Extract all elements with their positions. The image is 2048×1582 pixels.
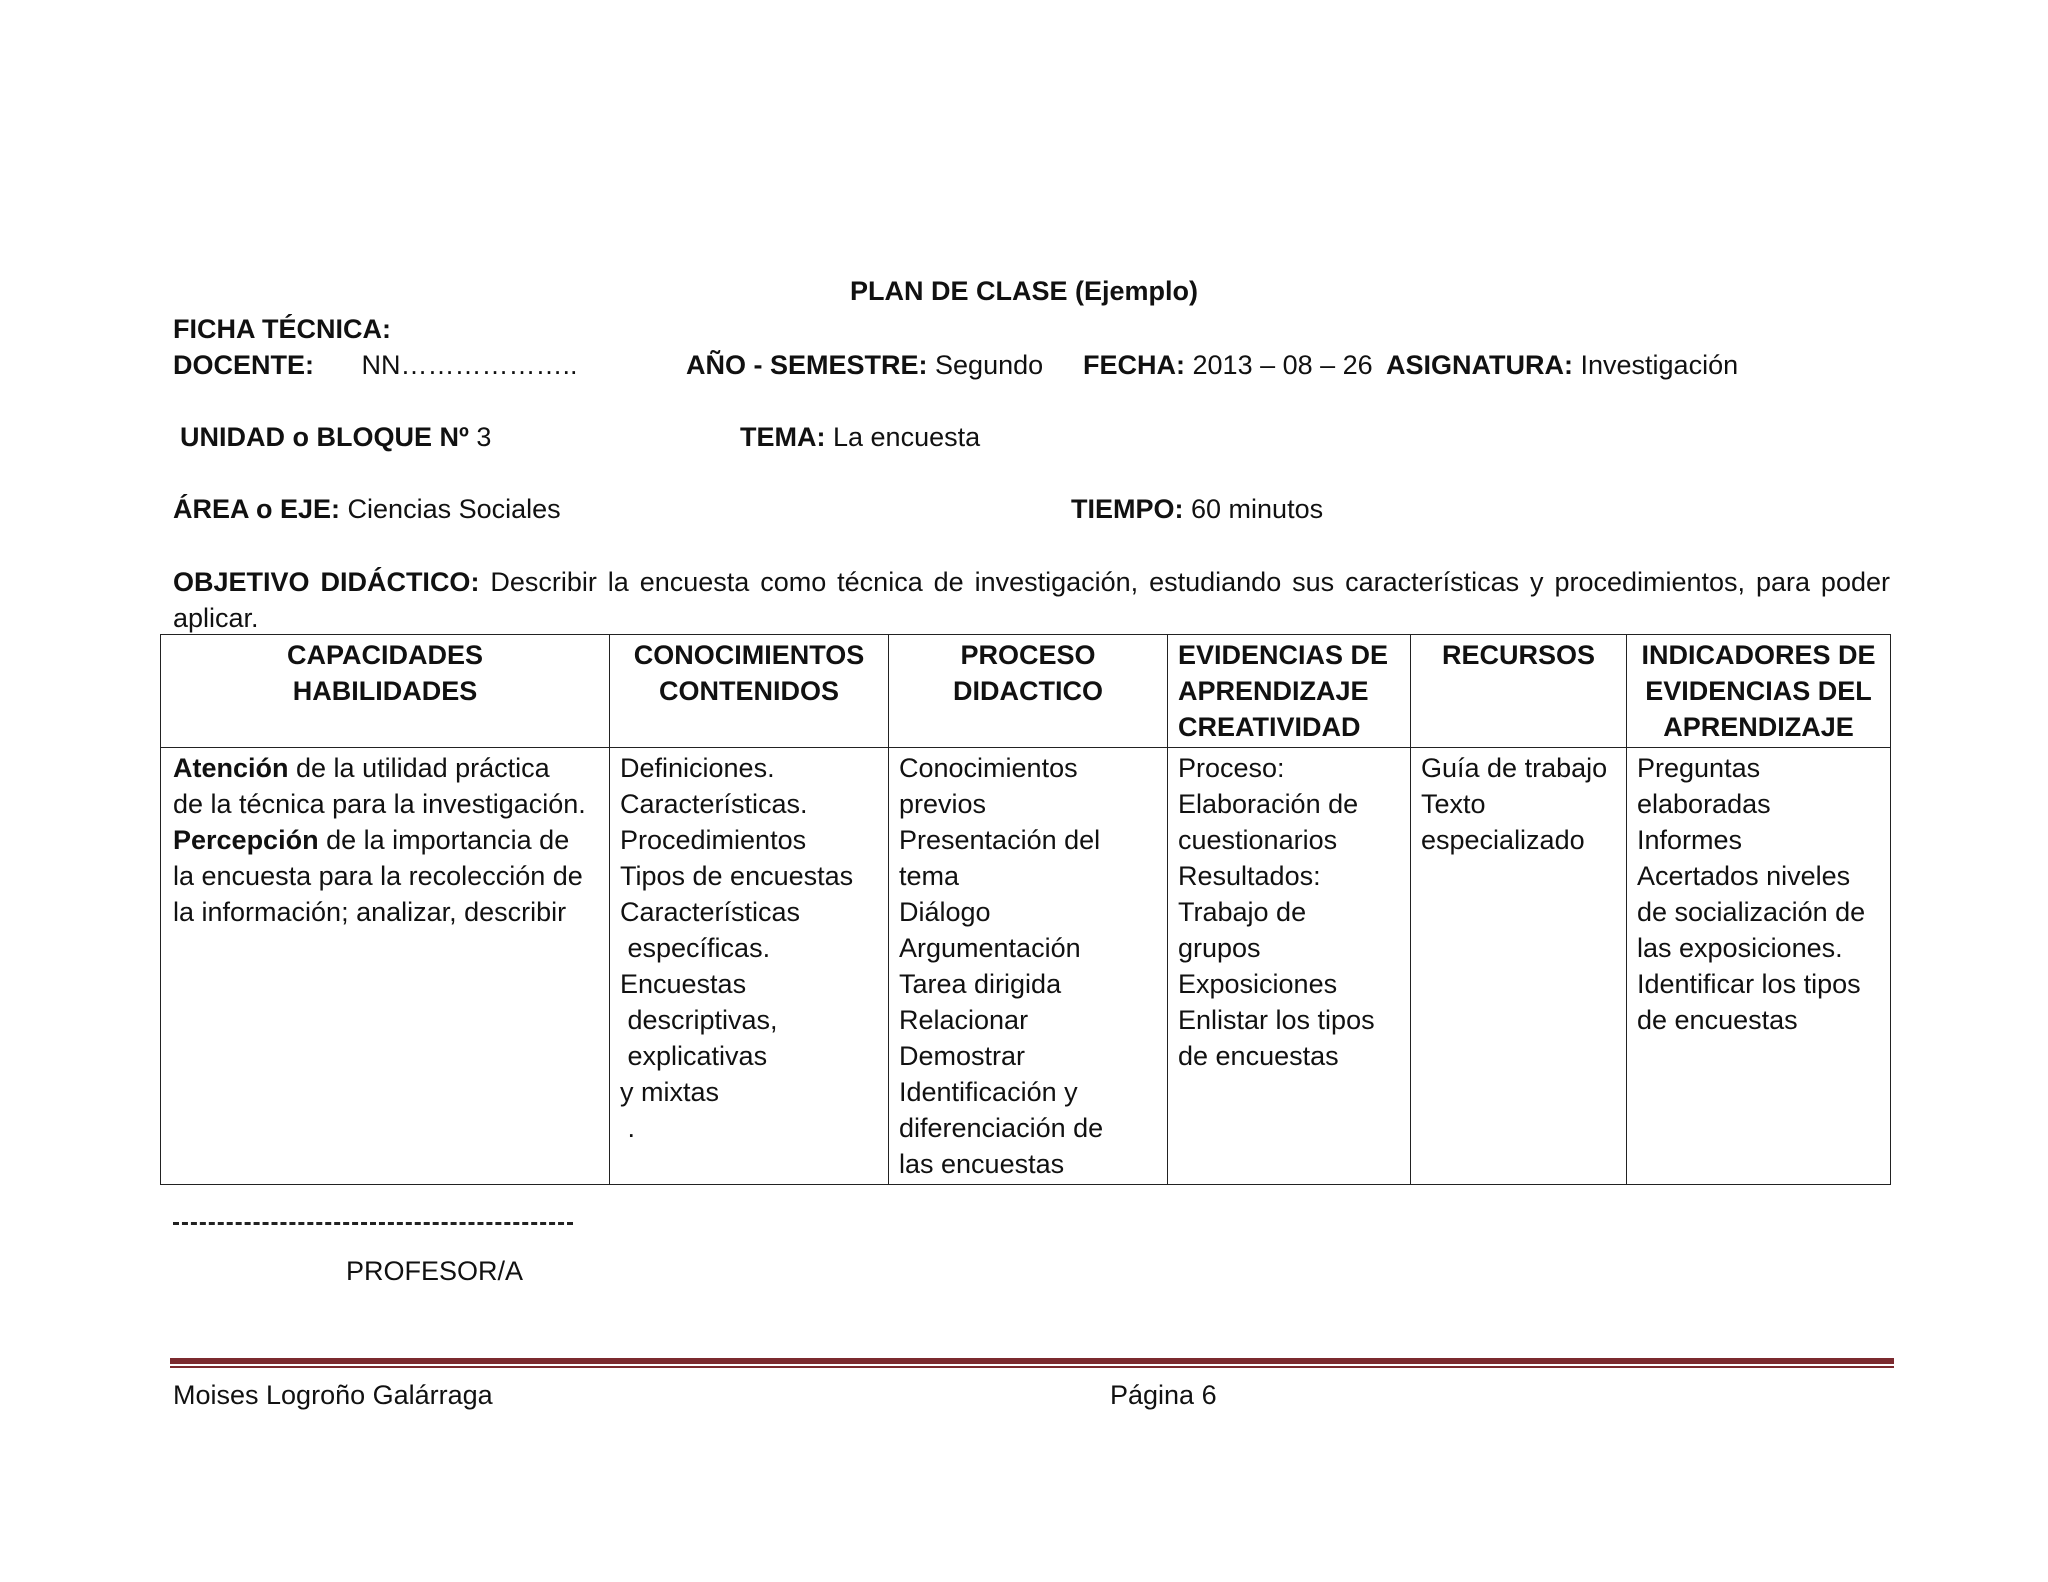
fecha-field	[1083, 348, 1373, 382]
signature-line	[173, 1222, 573, 1225]
docente-field	[173, 348, 578, 382]
tiempo-value: 60 minutos	[1191, 494, 1324, 524]
area-label: ÁREA o EJE:	[173, 494, 341, 524]
cell-evidencias: Proceso: Elaboración de cuestionarios Resultados: Trabajo de grupos Exposiciones Enlistar los tipos de encuestas	[1168, 748, 1411, 1185]
cell-indicadores: Preguntas elaboradas Informes Acertados niveles de socialización de las exposiciones. Identificar los tipos de encuestas	[1627, 748, 1891, 1185]
tiempo-label: TIEMPO:	[1071, 494, 1184, 524]
footer-rule	[170, 1358, 1894, 1364]
objetivo-label: OBJETIVO DIDÁCTICO:	[173, 567, 480, 597]
area-field	[173, 492, 561, 526]
anio-value: Segundo	[935, 350, 1044, 380]
anio-label: AÑO - SEMESTRE:	[686, 350, 928, 380]
header-conocimientos: CONOCIMIENTOS CONTENIDOS	[610, 635, 889, 748]
tema-field	[740, 420, 980, 454]
fecha-label: FECHA:	[1083, 350, 1185, 380]
objetivo-didactico	[173, 564, 1890, 636]
asignatura-label: ASIGNATURA:	[1386, 350, 1573, 380]
anio-field	[686, 348, 1043, 382]
header-capacidades: CAPACIDADES HABILIDADES	[161, 635, 610, 748]
header-recursos: RECURSOS	[1411, 635, 1627, 748]
fecha-value: 2013 – 08 – 26	[1192, 350, 1373, 380]
header-indicadores: INDICADORES DE EVIDENCIAS DEL APRENDIZAJE	[1627, 635, 1891, 748]
footer-author: Moises Logroño Galárraga	[173, 1380, 493, 1410]
docente-label: DOCENTE:	[173, 350, 314, 380]
unidad-value: 3	[476, 422, 492, 452]
plan-table	[160, 634, 1891, 1185]
signature-label: PROFESOR/A	[346, 1256, 524, 1286]
tiempo-field	[1071, 492, 1323, 526]
cell-capacidades: Atención de la utilidad práctica de la técnica para la investigación. Percepción de la importancia de la encuesta para la recolección de la información; analizar, describir	[161, 748, 610, 1185]
header-proceso: PROCESO DIDACTICO	[889, 635, 1168, 748]
cell-conocimientos: Definiciones. Características. Procedimientos Tipos de encuestas Características específicas. Encuestas descriptivas, explicativas y mixtas .	[610, 748, 889, 1185]
unidad-label: UNIDAD o BLOQUE Nº	[180, 422, 469, 452]
objetivo-text-line2: aplicar.	[173, 603, 259, 633]
unidad-field	[180, 420, 491, 454]
cell-recursos: Guía de trabajo Texto especializado	[1411, 748, 1627, 1185]
footer-page-number: Página 6	[1110, 1380, 1217, 1410]
footer-rule-thin	[170, 1366, 1894, 1368]
tema-label: TEMA:	[740, 422, 826, 452]
cell-proceso: Conocimientos previos Presentación del tema Diálogo Argumentación Tarea dirigida Relacionar Demostrar Identificación y diferenciación de las encuestas	[889, 748, 1168, 1185]
area-value: Ciencias Sociales	[347, 494, 561, 524]
docente-value: NN………………..	[361, 350, 578, 380]
table-row	[161, 748, 1891, 1185]
ficha-heading: FICHA TÉCNICA:	[173, 314, 391, 344]
table-header-row	[161, 635, 1891, 748]
objetivo-text-line1: Describir la encuesta como técnica de investigación, estudiando sus características y procedimientos, para poder	[490, 567, 1890, 597]
asignatura-field	[1386, 348, 1738, 382]
tema-value: La encuesta	[833, 422, 981, 452]
header-evidencias: EVIDENCIAS DE APRENDIZAJE CREATIVIDAD	[1168, 635, 1411, 748]
page-title: PLAN DE CLASE (Ejemplo)	[849, 276, 1199, 306]
asignatura-value: Investigación	[1580, 350, 1739, 380]
